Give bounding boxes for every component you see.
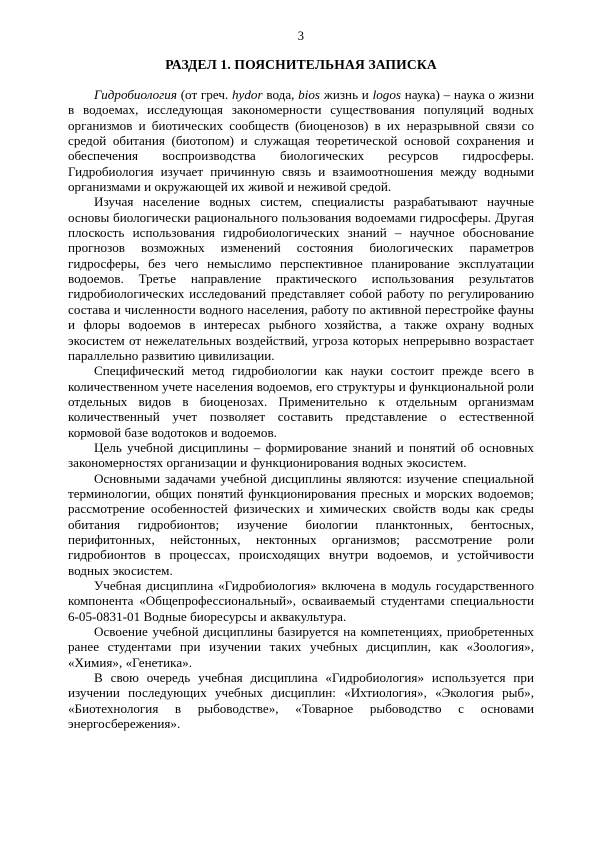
text-segment: (от греч. — [176, 87, 232, 102]
body-text — [68, 87, 534, 731]
page-content — [68, 28, 534, 731]
paragraph-water-systems: Изучая население водных систем, специалисты разрабатывают научные основы биологически рационального пользования водоемами гидросферы. Другая плоскость использования гидробиологических знаний – научное обоснование прогнозов возможных изменений состояния биологических параметров гидросферы, без чего немыслимо перспективное планирование эксплуатации водоемов. Третье направление практического использования результатов гидробиологических исследований представляет собой работу по регулированию состава и численности водного населения, работу по активной перестройке фауны и флоры водоемов в интересах рыбного хозяйства, а также охрану водных экосистем от нежелательных воздействий, угроза которых непрерывно возрастает параллельно развитию цивилизации. — [68, 194, 534, 363]
paragraph-hydrobiology-definition — [68, 87, 534, 194]
paragraph-module-inclusion: Учебная дисциплина «Гидробиология» включена в модуль государственного компонента «Общепрофессиональный», осваиваемый студентами специальности 6-05-0831-01 Водные биоресурсы и аквакультура. — [68, 578, 534, 624]
greek-term-hydor: hydor — [232, 87, 263, 102]
text-segment: наука) – наука о жизни в водоемах, исследующая закономерности существования популяций водных организмов и биотических сообществ (биоценозов) в их неразрывной связи со средой обитания (биотопом) и служащая теоретической основой сохранения и обеспечения воспроизводства биологических ресурсов гидросферы. Гидробиология изучает причинную связь и взаимоотношения между водными организмами и окружающей их живой и неживой средой. — [68, 87, 534, 195]
paragraph-discipline-goal: Цель учебной дисциплины – формирование знаний и понятий об основных закономерностях организации и функционирования водных экосистем. — [68, 439, 534, 471]
paragraph-subsequent-disciplines: В свою очередь учебная дисциплина «Гидробиология» используется при изучении последующих учебных дисциплин: «Ихтиология», «Экология рыб», «Биотехнология в рыбоводстве», «Товарное рыбоводство с основами энергосбережения». — [68, 670, 534, 732]
text-segment: жизнь и — [320, 87, 373, 102]
paragraph-specific-method: Специфический метод гидробиологии как науки состоит прежде всего в количественном учете населения водоемов, его структуры и функциональной роли отдельных видов в биоценозах. Применительно к отдельным организмам количественный учет позволяет составить представление о естественной кормовой базе водотоков и водоемов. — [68, 363, 534, 440]
paragraph-discipline-tasks: Основными задачами учебной дисциплины являются: изучение специальной терминологии, общих понятий функционирования пресных и морских водоемов; рассмотрение особенностей физических и химических свойств воды как среды обитания гидробионтов; изучение биологии планктонных, бентосных, перифитонных, нейстонных, нектонных организмов; рассмотрение роли гидробионтов в процессах, происходящих внутри водоемов, и устойчивости водных экосистем. — [68, 470, 534, 578]
text-segment: вода, — [262, 87, 299, 102]
page-title: РАЗДЕЛ 1. ПОЯСНИТЕЛЬНАЯ ЗАПИСКА — [165, 57, 437, 72]
greek-term-bios: bios — [298, 87, 321, 102]
term-hydrobiology-italic: Гидробиология — [94, 87, 177, 102]
page-number: 3 — [297, 29, 305, 43]
greek-term-logos: logos — [372, 87, 402, 102]
paragraph-prerequisites: Освоение учебной дисциплины базируется на компетенциях, приобретенных ранее студентами при изучении таких учебных дисциплин, как «Зоология», «Химия», «Генетика». — [68, 624, 534, 670]
